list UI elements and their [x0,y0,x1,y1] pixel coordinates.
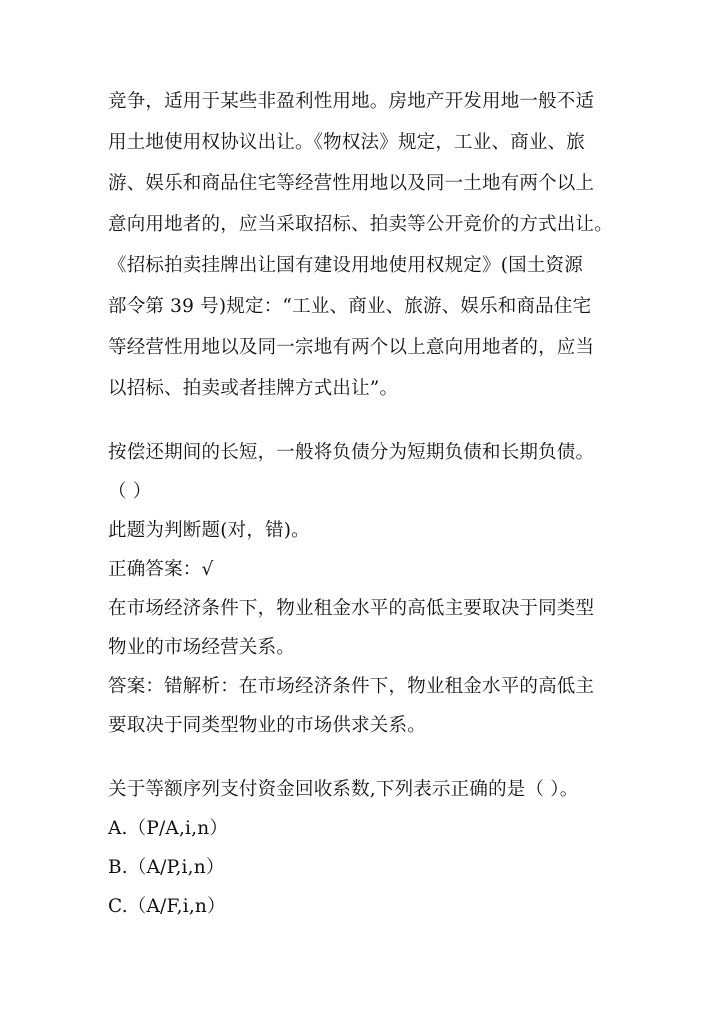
question-text: 在市场经济条件下，物业租金水平的高低主要取决于同类型 [108,598,595,619]
question-text: 按偿还期间的长短，一般将负债分为短期负债和长期负债。 [108,442,595,463]
text-line: 《招标拍卖挂牌出让国有建设用地使用权规定》(国土资源 [108,255,583,276]
option-a: A.（P/A,i,n） [108,818,229,839]
option-b: B.（A/P,i,n） [108,857,225,878]
text-line: 竞争，适用于某些非盈利性用地。房地产开发用地一般不适 [108,91,595,112]
answer-analysis: 答案：错解析：在市场经济条件下，物业租金水平的高低主 [108,676,595,697]
question-text: 物业的市场经营关系。 [108,637,296,658]
question-blank: （ ） [108,481,152,502]
question-type: 此题为判断题(对，错)。 [108,520,310,541]
answer-analysis: 要取决于同类型物业的市场供求关系。 [108,715,426,736]
option-c: C.（A/F,i,n） [108,896,226,917]
correct-answer: 正确答案：√ [108,559,214,580]
text-line: 等经营性用地以及同一宗地有两个以上意向用地者的，应当 [108,337,595,358]
text-line: 意向用地者的，应当采取招标、拍卖等公开竞价的方式出让。 [108,214,613,235]
question-text: 关于等额序列支付资金回收系数,下列表示正确的是（ ）。 [108,779,579,800]
text-line: 以招标、拍卖或者挂牌方式出让”。 [108,378,399,399]
text-line: 用土地使用权协议出让。《物权法》规定，工业、商业、旅 [108,132,585,153]
text-line: 部令第 39 号)规定：“工业、商业、旅游、娱乐和商品住宅 [108,296,592,317]
text-line: 游、娱乐和商品住宅等经营性用地以及同一土地有两个以上 [108,173,595,194]
